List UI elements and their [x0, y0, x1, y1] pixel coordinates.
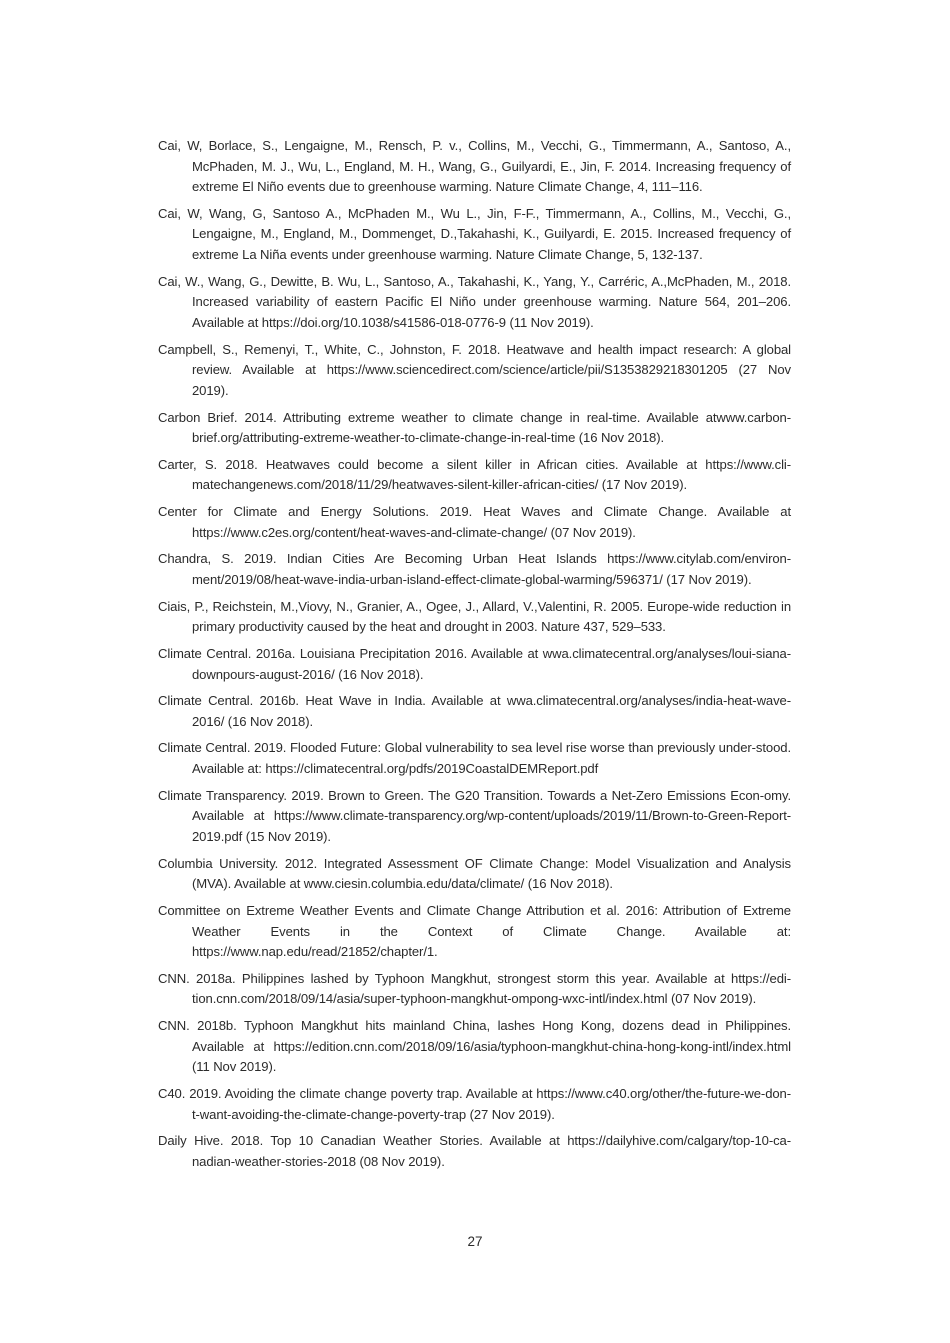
reference-entry: Chandra, S. 2019. Indian Cities Are Becoming Urban Heat Islands https://www.citylab.com/environ-ment/2019/08/heat-wave-india-urban-island-effect-climate-global-warming/596371/ (17 Nov 2019). — [158, 551, 791, 587]
reference-list — [158, 136, 791, 1179]
reference-entry: Climate Central. 2019. Flooded Future: Global vulnerability to sea level rise worse than previously under-stood. Available at: https://climatecentral.org/pdfs/2019CoastalDEMReport.pdf — [158, 740, 791, 777]
reference-entry: Cai, W, Borlace, S., Lengaigne, M., Rensch, P. v., Collins, M., Vecchi, G., Timmermann, A., Santoso, A., McPhaden, M. J., Wu, L., England, M. H., Wang, G., Guilyardi, E., Jin, F. 2014. Increasing frequency of extreme El Niño events due to greenhouse warming. Nature Climate Change, 4, 111–116. — [158, 138, 791, 195]
reference-entry: Daily Hive. 2018. Top 10 Canadian Weather Stories. Available at https://dailyhive.com/calgary/top-10-ca-nadian-weather-stories-2018 (08 Nov 2019). — [158, 1133, 791, 1169]
reference-entry: Campbell, S., Remenyi, T., White, C., Johnston, F. 2018. Heatwave and health impact research: A global review. Available at https://www.sciencedirect.com/science/article/pii/S1353829218301205 (27 Nov 2019). — [158, 341, 791, 398]
page-number: 27 — [467, 1234, 483, 1249]
reference-entry: CNN. 2018b. Typhoon Mangkhut hits mainland China, lashes Hong Kong, dozens dead in Philippines. Available at https://edition.cnn.com/2018/09/16/asia/typhoon-mangkhut-china-hong-kong-intl/index.html (11 Nov 2019). — [158, 1018, 791, 1075]
reference-entry: C40. 2019. Avoiding the climate change poverty trap. Available at https://www.c40.org/other/the-future-we-don-t-want-avoiding-the-climate-change-poverty-trap (27 Nov 2019). — [158, 1085, 791, 1122]
reference-entry: Center for Climate and Energy Solutions. 2019. Heat Waves and Climate Change. Available at https://www.c2es.org/content/heat-waves-and-climate-change/ (07 Nov 2019). — [158, 504, 791, 540]
reference-entry: Cai, W, Wang, G, Santoso A., McPhaden M., Wu L., Jin, F-F., Timmermann, A., Collins, M., Vecchi, G., Lengaigne, M., England, M., Dommenget, D.,Takahashi, K., Guilyardi, E. 2015. Increased frequency of extreme La Niña events under greenhouse warming. Nature Climate Change, 5, 132-137. — [158, 205, 791, 263]
reference-entry: CNN. 2018a. Philippines lashed by Typhoon Mangkhut, strongest storm this year. Available at https://edi-tion.cnn.com/2018/09/14/asia/super-typhoon-mangkhut-ompong-wxc-intl/index.html (07 Nov 2019). — [158, 970, 791, 1007]
reference-entry: Committee on Extreme Weather Events and Climate Change Attribution et al. 2016: Attribution of Extreme Weather Events in the Context of Climate Change. Available at: https://www.nap.edu/read/21852/chapter/1. — [158, 902, 791, 960]
reference-entry: Cai, W., Wang, G., Dewitte, B. Wu, L., Santoso, A., Takahashi, K., Yang, Y., Carréric, A.,McPhaden, M., 2018. Increased variability of eastern Pacific El Niño under greenhouse warming. Nature 564, 201–206. Available at https://doi.org/10.1038/s41586-018-0776-9 (11 Nov 2019). — [158, 273, 791, 330]
reference-entry: Carter, S. 2018. Heatwaves could become a silent killer in African cities. Available at https://www.cli-matechangenews.com/2018/11/29/heatwaves-silent-killer-african-cities/ (17 Nov 2019). — [158, 456, 791, 493]
reference-entry: Climate Central. 2016b. Heat Wave in India. Available at wwa.climatecentral.org/analyses/india-heat-wave-2016/ (16 Nov 2018). — [158, 693, 791, 729]
reference-entry: Climate Transparency. 2019. Brown to Green. The G20 Transition. Towards a Net-Zero Emissions Econ-omy. Available at https://www.climate-transparency.org/wp-content/uploads/2019/11/Brown-to-Green-Report-2019.pdf (15 Nov 2019). — [158, 787, 791, 844]
reference-entry: Columbia University. 2012. Integrated Assessment OF Climate Change: Model Visualization and Analysis (MVA). Available at www.ciesin.columbia.edu/data/climate/ (16 Nov 2018). — [158, 855, 791, 892]
reference-entry: Carbon Brief. 2014. Attributing extreme weather to climate change in real-time. Available atwww.carbon-brief.org/attributing-extreme-weather-to-climate-change-in-real-time (16 Nov 2018). — [158, 409, 791, 446]
reference-entry: Climate Central. 2016a. Louisiana Precipitation 2016. Available at wwa.climatecentral.org/analyses/loui-siana-downpours-august-2016/ (16 Nov 2018). — [158, 645, 791, 682]
reference-entry: Ciais, P., Reichstein, M.,Viovy, N., Granier, A., Ogee, J., Allard, V.,Valentini, R. 2005. Europe-wide reduction in primary productivity caused by the heat and drought in 2003. Nature 437, 529–533. — [158, 598, 791, 635]
